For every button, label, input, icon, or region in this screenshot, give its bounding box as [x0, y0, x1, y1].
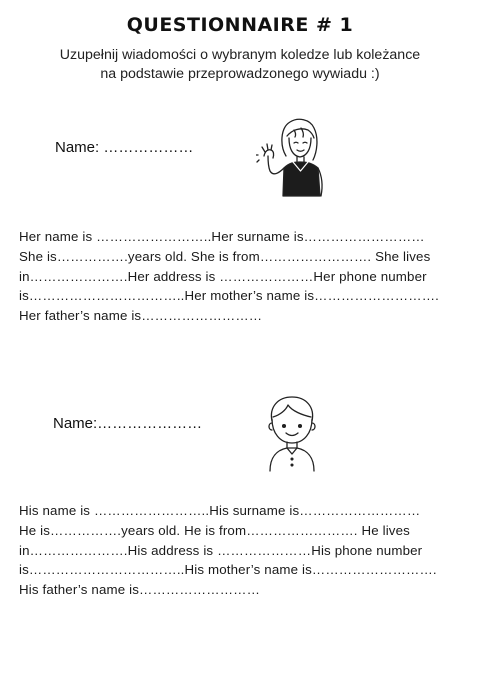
girl-name-prompt: Name: ………………	[55, 139, 194, 156]
page-title: QUESTIONNAIRE # 1	[126, 14, 354, 36]
instructions	[0, 46, 480, 84]
boy-line-2: He is…………….years old. He is from……………………. He lives	[19, 522, 410, 538]
boy-line-1: His name is ……………………..His surname is………………………	[19, 503, 421, 518]
boy-line-3: in………………….His address is …………………His phone number	[19, 542, 423, 558]
boy-name-prompt: Name:…………………	[53, 415, 203, 432]
instructions-line-2: na podstawie przeprowadzonego wywiadu :)	[100, 66, 380, 82]
girl-line-4: is……………………………..Her mother’s name is……………………….	[19, 288, 439, 304]
boy-description-paragraph	[19, 501, 469, 600]
boy-portrait-icon	[260, 393, 324, 473]
girl-description-paragraph	[19, 227, 469, 326]
girl-waving-icon	[256, 116, 330, 200]
boy-line-5: His father’s name is………………………	[19, 582, 261, 598]
girl-line-2: She is…………….years old. She is from……………………. She lives	[19, 248, 431, 264]
girl-line-3: in………………….Her address is …………………Her phone number	[19, 268, 427, 284]
girl-line-1: Her name is ……………………..Her surname is………………………	[19, 229, 425, 244]
girl-line-5: Her father’s name is………………………	[19, 308, 263, 324]
boy-line-4: is……………………………..His mother’s name is……………………….	[19, 562, 437, 578]
instructions-line-1: Uzupełnij wiadomości o wybranym koledze lub koleżance	[59, 47, 421, 63]
